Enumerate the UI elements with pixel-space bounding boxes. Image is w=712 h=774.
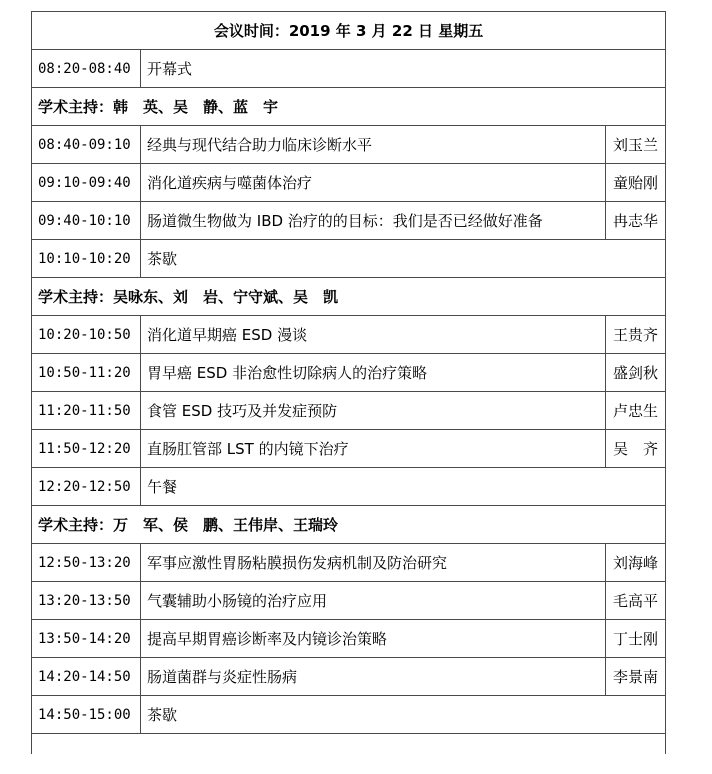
time-slot: 13:50-14:20	[32, 620, 141, 658]
speaker: 童贻刚	[606, 164, 666, 202]
time-slot: 12:50-13:20	[32, 544, 141, 582]
topic: 食管 ESD 技巧及并发症预防	[141, 392, 606, 430]
time-slot: 12:20-12:50	[32, 468, 141, 506]
time-slot: 10:20-10:50	[32, 316, 141, 354]
time-slot: 10:50-11:20	[32, 354, 141, 392]
session-chairs: 学术主持：万 军、侯 鹏、王伟岸、王瑞玲	[32, 506, 666, 544]
talk-row	[32, 620, 666, 658]
topic: 开幕式	[141, 50, 666, 88]
topic: 提高早期胃癌诊断率及内镜诊治策略	[141, 620, 606, 658]
topic: 午餐	[141, 468, 666, 506]
speaker: 刘玉兰	[606, 126, 666, 164]
speaker: 卢忠生	[606, 392, 666, 430]
chair-row	[32, 278, 666, 316]
schedule-body	[32, 12, 666, 754]
chair-row	[32, 506, 666, 544]
topic: 胃早癌 ESD 非治愈性切除病人的治疗策略	[141, 354, 606, 392]
topic: 消化道早期癌 ESD 漫谈	[141, 316, 606, 354]
schedule-item-row	[32, 696, 666, 734]
talk-row	[32, 544, 666, 582]
time-slot: 09:40-10:10	[32, 202, 141, 240]
schedule-item-row	[32, 468, 666, 506]
speaker: 王贵齐	[606, 316, 666, 354]
talk-row	[32, 316, 666, 354]
talk-row	[32, 164, 666, 202]
talk-row	[32, 202, 666, 240]
topic: 茶歇	[141, 696, 666, 734]
speaker: 盛剑秋	[606, 354, 666, 392]
speaker: 毛高平	[606, 582, 666, 620]
time-slot: 13:20-13:50	[32, 582, 141, 620]
time-slot: 11:20-11:50	[32, 392, 141, 430]
topic: 茶歇	[141, 240, 666, 278]
talk-row	[32, 658, 666, 696]
time-slot: 10:10-10:20	[32, 240, 141, 278]
schedule-date-title: 会议时间：2019 年 3 月 22 日 星期五	[32, 12, 666, 50]
topic: 气囊辅助小肠镜的治疗应用	[141, 582, 606, 620]
talk-row	[32, 126, 666, 164]
speaker: 吴 齐	[606, 430, 666, 468]
session-chairs: 学术主持：韩 英、吴 静、蓝 宇	[32, 88, 666, 126]
cutoff-row	[32, 734, 666, 754]
time-slot: 08:40-09:10	[32, 126, 141, 164]
conference-schedule-table	[31, 11, 666, 754]
topic: 肠道微生物做为 IBD 治疗的的目标：我们是否已经做好准备	[141, 202, 606, 240]
time-slot: 14:20-14:50	[32, 658, 141, 696]
session-chairs: 学术主持：吴咏东、刘 岩、宁守斌、吴 凯	[32, 278, 666, 316]
speaker: 刘海峰	[606, 544, 666, 582]
topic: 经典与现代结合助力临床诊断水平	[141, 126, 606, 164]
schedule-header-row	[32, 12, 666, 50]
topic: 军事应激性胃肠粘膜损伤发病机制及防治研究	[141, 544, 606, 582]
schedule-item-row	[32, 50, 666, 88]
cutoff-cell	[32, 734, 666, 754]
schedule-item-row	[32, 240, 666, 278]
time-slot: 11:50-12:20	[32, 430, 141, 468]
speaker: 冉志华	[606, 202, 666, 240]
time-slot: 14:50-15:00	[32, 696, 141, 734]
speaker: 丁士刚	[606, 620, 666, 658]
time-slot: 08:20-08:40	[32, 50, 141, 88]
talk-row	[32, 430, 666, 468]
talk-row	[32, 582, 666, 620]
speaker: 李景南	[606, 658, 666, 696]
talk-row	[32, 354, 666, 392]
time-slot: 09:10-09:40	[32, 164, 141, 202]
topic: 消化道疾病与噬菌体治疗	[141, 164, 606, 202]
topic: 肠道菌群与炎症性肠病	[141, 658, 606, 696]
topic: 直肠肛管部 LST 的内镜下治疗	[141, 430, 606, 468]
talk-row	[32, 392, 666, 430]
chair-row	[32, 88, 666, 126]
